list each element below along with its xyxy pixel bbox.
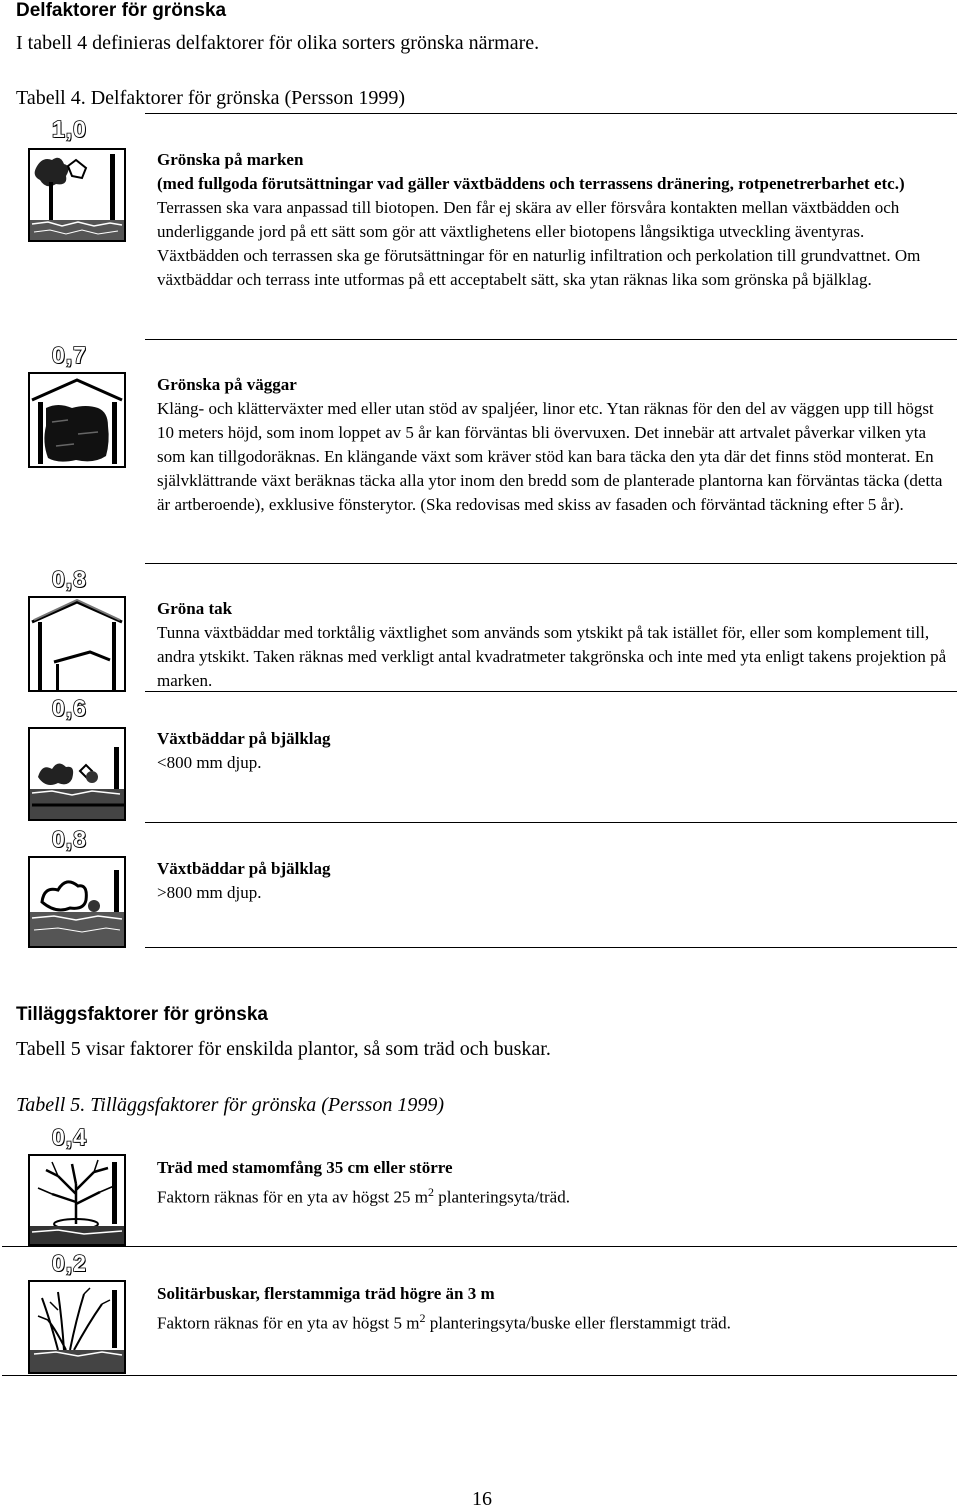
row-text-rest: planteringsyta/träd. (434, 1187, 570, 1207)
factor-value: 0,8 (52, 826, 87, 852)
ground-greenery-illustration (28, 148, 126, 242)
table-rule (145, 822, 957, 823)
row-text: Kläng- och klätterväxter med eller utan stöd av spaljéer, linor etc. Ytan räknas för den del av väggen upp till högst 10 meters höjd, som inom loppet av 5 år kan förväntas bli övervuxen. Det innebär att artvalet påverkar vilken yta som kan tillgodoräknas. En klängande växt som kräver stöd kan bara täcka den yta där det finns stöd monterat. En självklättrande växt beräknas täcka alla ytor inom den bredd som de planterade plantorna kan förväntas täcka (detta är artberoende), exklusive fönsterytor. (Ska redovisas med skiss av fasaden och förväntad täckning efter 5 år). (157, 399, 943, 514)
green-wall-illustration (28, 372, 126, 468)
factor-value: 0,6 (52, 695, 87, 721)
row-text-rest: planteringsyta/buske eller flerstammigt träd. (425, 1313, 731, 1333)
table-rule (2, 1375, 957, 1376)
row-description (157, 373, 947, 517)
page-number: 16 (472, 1488, 492, 1510)
row-text: Tunna växtbäddar med torktålig växtlighet som används som ytskikt på tak istället för, eller som komplement till, andra ytskikt. Taken räknas med verkligt antal kvadratmeter takgrönska och inte med yta enligt takens projektion på marken. (157, 623, 947, 690)
row-description (157, 148, 947, 292)
row-title: Växtbäddar på bjälklag (157, 859, 331, 878)
row-text: Terrassen ska vara anpassad till biotopen. Den får ej skära av eller försvåra kontakten mellan växtbädden och underliggande jord på ett sätt som gör att växtlighetens eller biotopens långsiktiga utveckling äventyras. Växtbädden och terrassen ska ge förutsättningar för en naturlig infiltration och perkolation till grundvattnet. Om växtbäddar och terrass inte utformas på ett acceptabelt sätt, ska ytan räknas lika som grönska på bjälklag. (157, 198, 921, 289)
row-description (157, 727, 947, 775)
row-title: Träd med stamomfång 35 cm eller större (157, 1158, 453, 1177)
row-text-sup: 2 (419, 1311, 426, 1325)
factor-value: 0,7 (52, 342, 87, 368)
table-rule (145, 339, 957, 340)
row-text (157, 1306, 947, 1336)
section-intro: Tabell 5 visar faktorer för enskilda plantor, så som träd och buskar. (16, 1038, 551, 1060)
row-title: Grönska på marken (157, 150, 304, 169)
row-title: Grönska på väggar (157, 375, 297, 394)
row-description (157, 1156, 947, 1210)
table-caption: Tabell 5. Tilläggsfaktorer för grönska (Persson 1999) (16, 1094, 444, 1116)
table-rule (2, 1246, 957, 1247)
row-text: >800 mm djup. (157, 883, 262, 902)
table-rule (145, 691, 957, 692)
table-rule (145, 113, 957, 114)
row-text-main: Faktorn räknas för en yta av högst 5 m (157, 1313, 420, 1333)
tree-illustration (28, 1154, 126, 1246)
row-description (157, 597, 947, 693)
table-rule (145, 947, 957, 948)
row-text: <800 mm djup. (157, 753, 262, 772)
row-description (157, 857, 947, 905)
row-title: Gröna tak (157, 599, 233, 618)
shrub-illustration (28, 1280, 126, 1374)
row-text-main: Faktorn räknas för en yta av högst 25 m (157, 1187, 428, 1207)
section-heading-tillaggsfaktorer: Tilläggsfaktorer för grönska (16, 1004, 268, 1025)
row-title: Solitärbuskar, flerstammiga träd högre än 3 m (157, 1284, 495, 1303)
row-description (157, 1282, 947, 1336)
factor-value: 0,4 (52, 1124, 87, 1150)
section-heading-delfaktorer: Delfaktorer för grönska (16, 0, 227, 21)
deep-bed-illustration (28, 856, 126, 948)
factor-value: 0,8 (52, 566, 87, 592)
factor-value: 0,2 (52, 1250, 87, 1276)
table-rule (145, 563, 957, 564)
row-subtitle: (med fullgoda förutsättningar vad gäller växtbäddens och terrassens dränering, rotpenetrerbarhet etc.) (157, 174, 905, 193)
row-text-sup: 2 (428, 1185, 434, 1199)
row-title: Växtbäddar på bjälklag (157, 729, 331, 748)
section-intro: I tabell 4 definieras delfaktorer för olika sorters grönska närmare. (16, 32, 540, 54)
shallow-bed-illustration (28, 727, 126, 821)
row-text (157, 1180, 947, 1210)
green-roof-illustration (28, 596, 126, 692)
factor-value: 1,0 (52, 116, 87, 142)
table-caption: Tabell 4. Delfaktorer för grönska (Persson 1999) (16, 87, 406, 109)
